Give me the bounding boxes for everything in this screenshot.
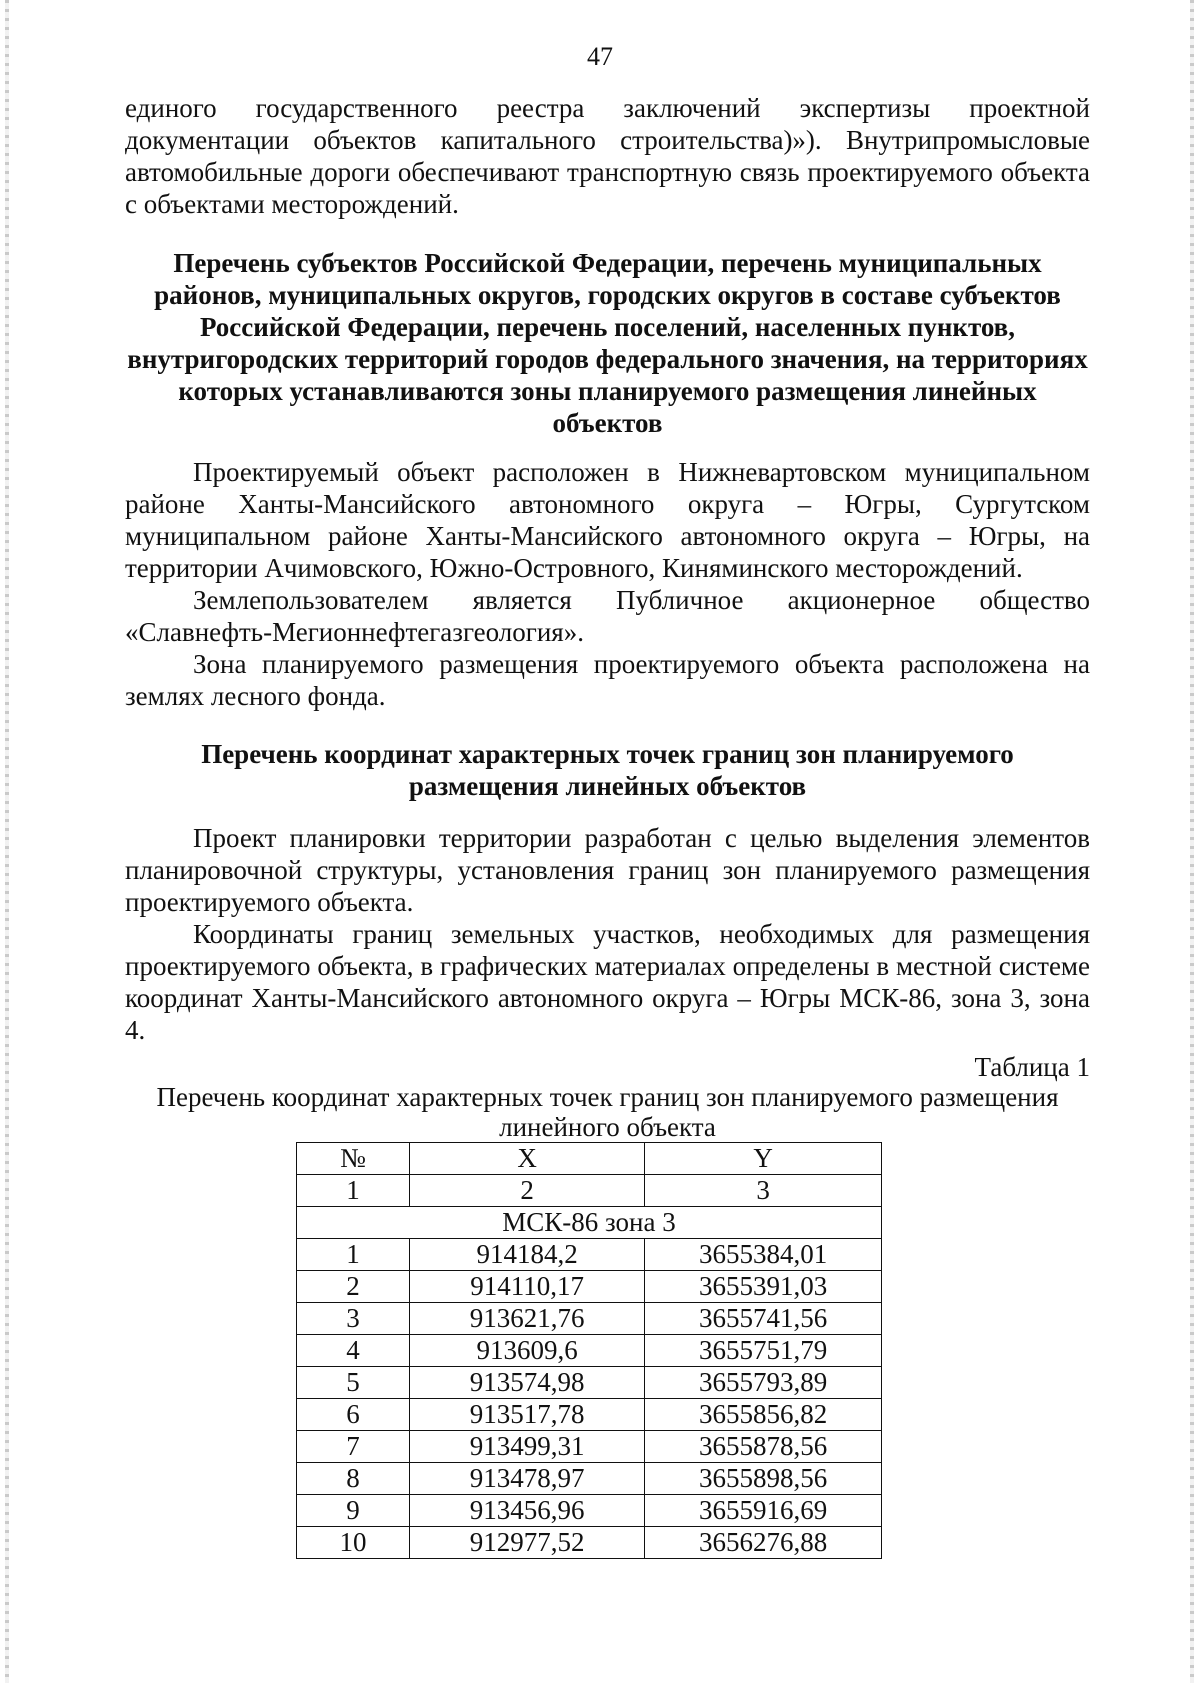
table-row [297,1335,882,1367]
cell-x: 913478,97 [409,1463,644,1495]
paragraph-forest-fund: Зона планируемого размещения проектируемого объекта расположена на землях лесного фонда. [125,649,1090,711]
paragraph-planning-project: Проект планировки территории разработан с целью выделения элементов планировочной структуры, установления границ зон планируемого размещения проектируемого объекта. [125,823,1090,917]
table-row [297,1239,882,1271]
table-row [297,1527,882,1559]
cell-number: 8 [297,1463,410,1495]
table-row [297,1463,882,1495]
cell-number: 4 [297,1335,410,1367]
cell-y: 3655916,69 [645,1495,882,1527]
table-title: Перечень координат характерных точек границ зон планируемого размещения линейного объекта [156,1082,1059,1142]
table-row [297,1303,882,1335]
zone-label: МСК-86 зона 3 [297,1207,882,1239]
table-header-row [297,1143,882,1175]
cell-y: 3655898,56 [645,1463,882,1495]
cell-number: 9 [297,1495,410,1527]
cell-x: 913621,76 [409,1303,644,1335]
cell-number: 3 [297,1303,410,1335]
cell-y: 3655741,56 [645,1303,882,1335]
header-y: Y [645,1143,882,1175]
cell-y: 3655384,01 [645,1239,882,1271]
cell-number: 2 [297,1271,410,1303]
column-number-2: 2 [409,1175,644,1207]
scan-edge-right [1190,0,1194,1683]
cell-x: 913609,6 [409,1335,644,1367]
table-zone-row [297,1207,882,1239]
table-row [297,1495,882,1527]
column-number-1: 1 [297,1175,410,1207]
document-body [125,92,1090,1559]
page-number: 47 [587,42,613,71]
cell-y: 3655878,56 [645,1431,882,1463]
cell-x: 913574,98 [409,1367,644,1399]
table-row [297,1399,882,1431]
cell-y: 3655856,82 [645,1399,882,1431]
cell-x: 913499,31 [409,1431,644,1463]
paragraph-location: Проектируемый объект расположен в Нижневартовском муниципальном районе Ханты-Мансийского автономного округа – Югры, Сургутском муниципальном районе Ханты-Мансийского автономного округа – Югры, на территории Ачимовского, Южно-Островного, Киняминского месторождений. [125,457,1090,583]
column-number-3: 3 [645,1175,882,1207]
header-x: X [409,1143,644,1175]
section-heading-territories: Перечень субъектов Российской Федерации, перечень муниципальных районов, муниципальных округов, городских округов в составе субъектов Российской Федерации, перечень поселений, населенных пунктов, внутригородских территорий городов федерального значения, на территориях которых устанавливаются зоны планируемого размещения линейных объектов [127,248,1088,438]
cell-number: 10 [297,1527,410,1559]
cell-number: 6 [297,1399,410,1431]
cell-x: 913456,96 [409,1495,644,1527]
paragraph-coordinate-system: Координаты границ земельных участков, необходимых для размещения проектируемого объекта, в графических материалах определены в местной системе координат Ханты-Мансийского автономного округа – Югры МСК-86, зона 3, зона 4. [125,919,1090,1045]
header-number: № [297,1143,410,1175]
table-label: Таблица 1 [974,1052,1090,1082]
table-row [297,1431,882,1463]
cell-x: 914184,2 [409,1239,644,1271]
cell-y: 3655793,89 [645,1367,882,1399]
cell-number: 7 [297,1431,410,1463]
section-heading-coordinates: Перечень координат характерных точек границ зон планируемого размещения линейных объектов [201,739,1014,801]
intro-paragraph: единого государственного реестра заключений экспертизы проектной документации объектов капитального строительства)»). Внутрипромысловые автомобильные дороги обеспечивают транспортную связь проектируемого объекта с объектами месторождений. [125,93,1090,219]
cell-x: 913517,78 [409,1399,644,1431]
cell-y: 3655391,03 [645,1271,882,1303]
cell-number: 1 [297,1239,410,1271]
scan-edge-left [5,0,9,1683]
cell-y: 3655751,79 [645,1335,882,1367]
cell-y: 3656276,88 [645,1527,882,1559]
table-row [297,1367,882,1399]
cell-x: 914110,17 [409,1271,644,1303]
table-row [297,1271,882,1303]
paragraph-land-user: Землепользователем является Публичное акционерное общество «Славнефть-Мегионнефтегазгеология». [125,585,1090,647]
cell-number: 5 [297,1367,410,1399]
coordinates-table [296,1142,882,1559]
table-column-numbers-row [297,1175,882,1207]
cell-x: 912977,52 [409,1527,644,1559]
